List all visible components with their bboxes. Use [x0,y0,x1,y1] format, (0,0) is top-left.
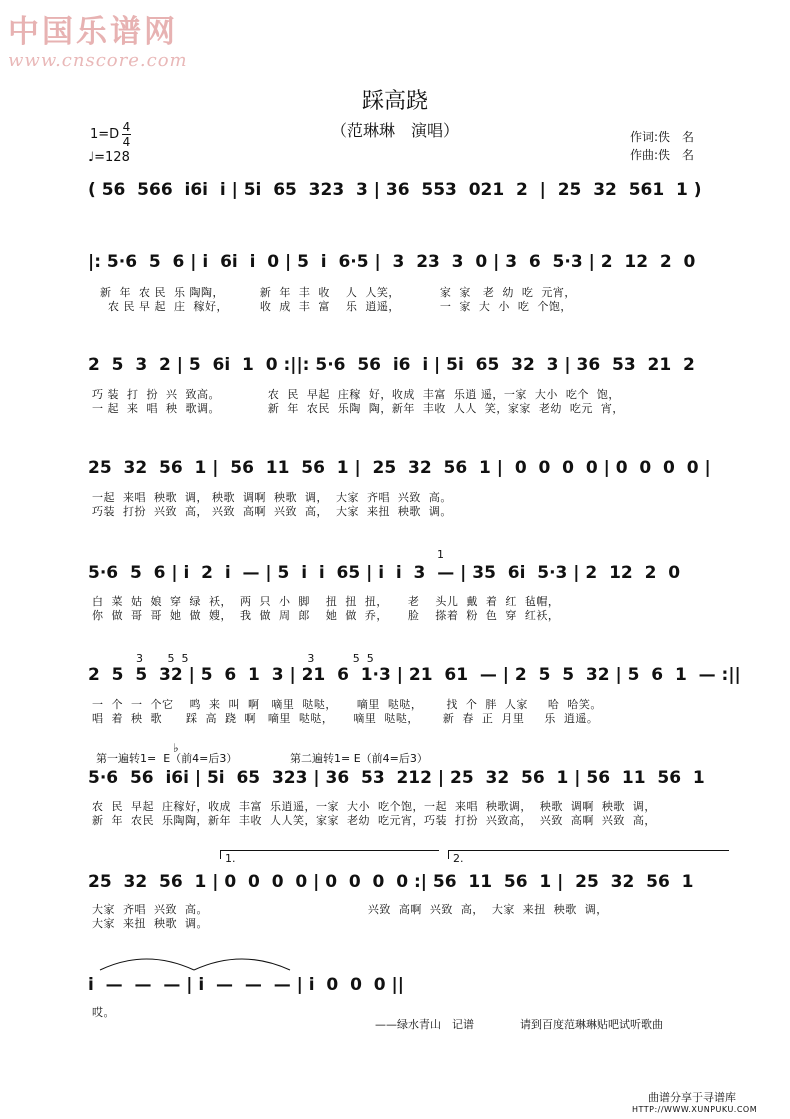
score-row-5-notes: 5·6 5 6 | i 2 i — | 5 i i 65 | i i 3 — | 35 6i 5·3 | 2 12 2 0 [88,563,681,583]
score-row-7-lyric-1: 农 民 早起 庄稼好，收成 丰富 乐逍遥，一家 大小 吃个饱，一起 来唱 秧歌调， 秧歌 调啊 秧歌 调， [92,800,656,813]
score-row-8-notes: 25 32 56 1 | 0 0 0 0 | 0 0 0 0 :| 56 11 56 1 | 25 32 56 1 [88,872,694,892]
volta-1-label: 1. [225,852,236,865]
time-signature [122,120,131,149]
score-row-9-lyric-1: 哎。 [92,1006,115,1019]
score-row-4-lyric-2: 巧装 打扮 兴致 高， 兴致 高啊 兴致 高， 大家 来扭 秧歌 调。 [92,505,452,518]
composer-credit: 作曲:佚 名 [630,148,695,162]
score-row-8-lyric-1: 大家 齐唱 兴致 高。 兴致 高啊 兴致 高， 大家 来扭 秧歌 调， [92,903,608,916]
score-row-7-notes: 5·6 56 i6i | 5i 65 323 | 36 53 212 | 25 32 56 1 | 56 11 56 1 [88,768,705,788]
volta-2-label: 2. [453,852,464,865]
watermark-site-url: www.cnscore.com [8,50,188,71]
flat-sign: ♭ [173,741,179,755]
tempo-mark: ♩=128 [88,150,130,165]
score-row-9-notes: i — — — | i — — — | i 0 0 0 || [88,975,404,995]
score-row-6-lyric-2: 唱 着 秧 歌 踩 高 跷 啊 嘀里 哒哒， 嘀里 哒哒， 新 春 正 月里 乐 逍遥。 [92,712,599,725]
key-signature: 1=D [90,127,120,142]
score-row-3-notes: 2 5 3 2 | 5 6i 1 0 :||: 5·6 56 i6 i | 5i 65 32 3 | 36 53 21 2 [88,355,695,375]
score-row-2-lyric-1: 新 年 农 民 乐 陶陶， 新 年 丰 收 人 人笑， 家 家 老 幼 吃 元宵， [92,286,576,299]
volta-bracket-2 [448,850,729,859]
score-row-2-lyric-2: 农 民 早 起 庄 稼好， 收 成 丰 富 乐 逍遥， 一 家 大 小 吃 个饱， [92,300,572,313]
score-row-5-lyric-2: 你 做 哥 哥 她 做 嫂， 我 做 周 郎 她 做 乔， 脸 搽着 粉 色 穿 红袄， [92,609,560,622]
score-row-4-notes: 25 32 56 1 | 56 11 56 1 | 25 32 56 1 | 0 0 0 0 | 0 0 0 0 | [88,458,711,478]
score-row-2-notes: |: 5·6 5 6 | i 6i i 0 | 5 i 6·5 | 3 23 3 0 | 3 6 5·3 | 2 12 2 0 [88,252,696,272]
score-row-6-grace-notes: 3 5 5 3 5 5 [136,652,374,665]
song-subtitle: （范琳琳 演唱） [330,121,459,140]
share-url: HTTP://WWW.XUNPUKU.COM [632,1105,758,1114]
score-row-3-lyric-1: 巧 装 打 扮 兴 致高。 农 民 早起 庄稼 好，收成 丰富 乐逍 遥，一家 大小 吃个 饱， [92,388,620,401]
score-row-5-grace-note: 1 [437,548,444,561]
score-row-3-lyric-2: 一 起 来 唱 秧 歌调。 新 年 农民 乐陶 陶，新年 丰收 人人 笑，家家 老幼 吃元 宵， [92,402,624,415]
transcriber-credit: ——绿水青山 记谱 [375,1018,474,1031]
meter-top: 4 [122,120,131,134]
modulation-second-pass: 第二遍转1= E（前4=后3） [290,752,428,765]
score-row-6-notes: 2 5 5 32 | 5 6 1 3 | 21 6 1·3 | 21 61 — | 2 5 5 32 | 5 6 1 — :|| [88,665,741,685]
share-caption: 曲谱分享于寻谱库 [648,1091,736,1104]
lyricist-credit: 作词:佚 名 [630,130,695,144]
score-row-4-lyric-1: 一起 来唱 秧歌 调， 秧歌 调啊 秧歌 调， 大家 齐唱 兴致 高。 [92,491,452,504]
score-row-5-lyric-1: 白 菜 姑 娘 穿 绿 袄， 两 只 小 脚 扭 扭 扭， 老 头儿 戴 着 红 毡帽， [92,595,560,608]
score-row-8-lyric-2: 大家 来扭 秧歌 调。 [92,917,208,930]
volta-bracket-1 [220,850,439,859]
modulation-first-pass: 第一遍转1= E（前4=后3） [96,752,238,765]
listen-invitation: 请到百度范琳琳贴吧试听歌曲 [520,1018,663,1031]
meter-bottom: 4 [122,135,131,149]
tie-arcs [96,952,296,972]
score-row-1-notes: ( 56 566 i6i i | 5i 65 323 3 | 36 553 021 2 | 25 32 561 1 ) [88,180,702,200]
song-title: 踩高跷 [361,89,428,114]
score-row-7-lyric-2: 新 年 农民 乐陶陶，新年 丰收 人人笑，家家 老幼 吃元宵，巧装 打扮 兴致高， 兴致 高啊 兴致 高， [92,814,656,827]
score-row-6-lyric-1: 一 个 一 个它 鸣 来 叫 啊 嘀里 哒哒， 嘀里 哒哒， 找 个 胖 人家 哈 哈笑。 [92,698,602,711]
watermark-site-name: 中国乐谱网 [8,14,178,50]
